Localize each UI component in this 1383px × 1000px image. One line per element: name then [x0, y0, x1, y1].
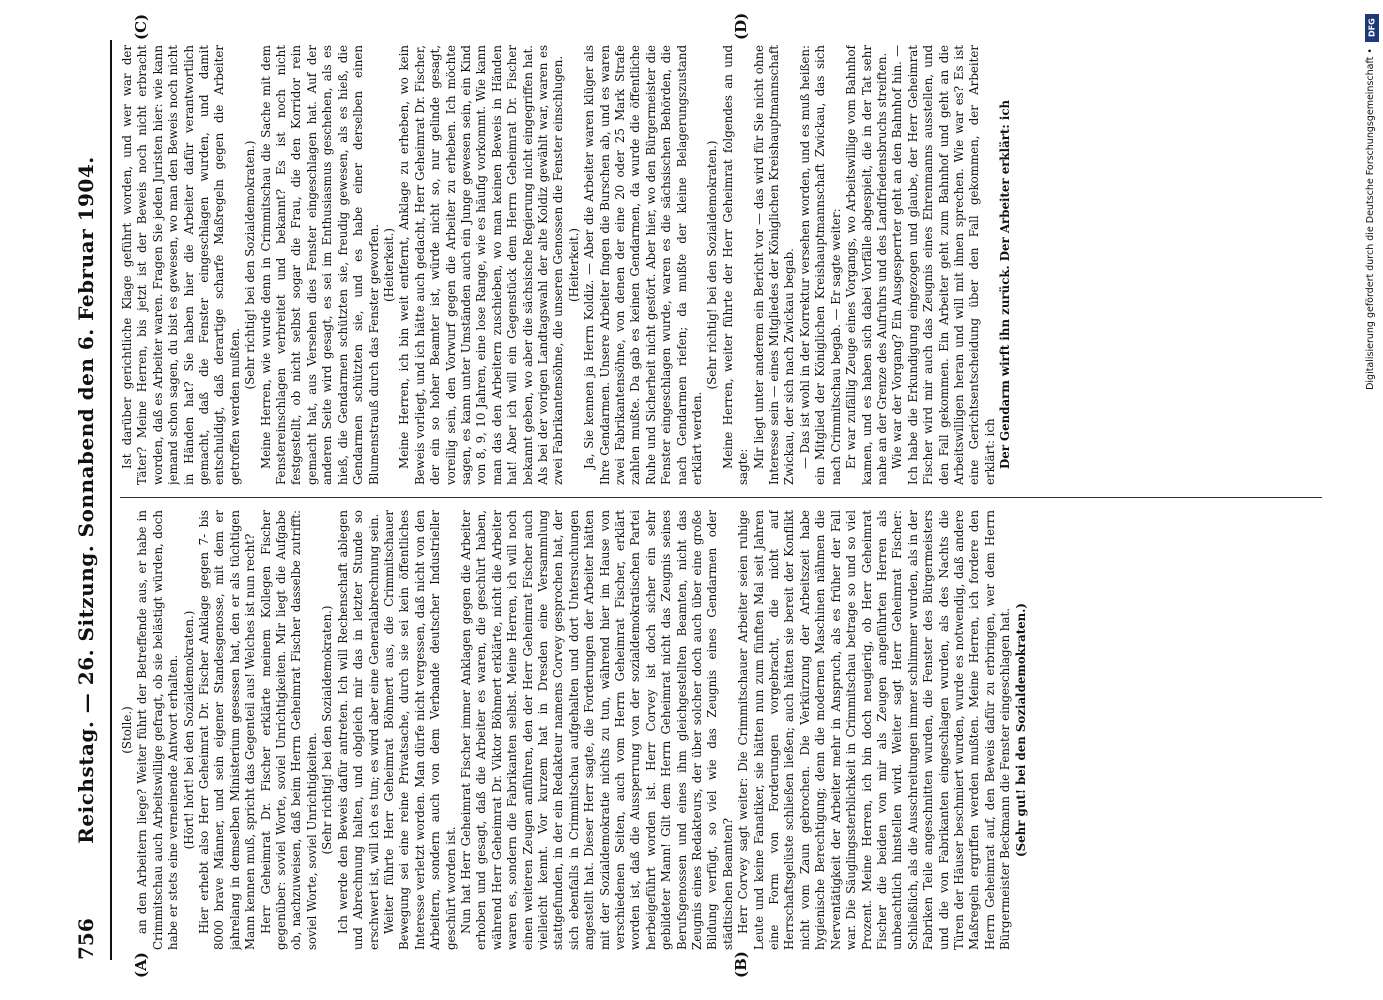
paragraph: Meine Herren, wie wurde denn in Crimmitschau die Sache mit dem Fenstereinschlagen verbreitet und bekannt? Es ist noch nicht festgestellt, ob nicht selbst sogar die Frau, die den Korridor rein gemacht hat, aus Versehen dies Fenster eingeschlagen hat. Auf der anderen Seite wird gesagt, es sei im Enthusiasmus geschehen, als es hieß, die Gendarmen schützten sie, freudig gewesen, als es hieß, die Gendarmen schützten sie, und es habe einer derselben einen Blumenstrauß durch das Fenster geworfen. [258, 45, 380, 485]
paragraph: an den Arbeitern liege? Weiter führt der Betreffende aus, er habe in Crimmitschau auch Arbeitswillige gefragt, ob sie belästigt würden, doch habe er stets eine verneinende Antwort erhalten. [134, 510, 180, 950]
paragraph: — Das ist wohl in der Korrektur versehen worden, und es muß heißen: ein Mitglied der Königlichen Kreishauptmannschaft Zwickau, das sich nach Crimmitschau begab. — Er sagte weiter: [797, 45, 843, 485]
paragraph: Meine Herren, weiter führte der Herr Geheimrat folgendes an und sagte: [720, 45, 750, 485]
interjection: (Stolle.) [119, 706, 134, 754]
margin-marker-d: (D) [731, 12, 750, 40]
document-page [42, 12, 1342, 980]
text-column-right [120, 45, 1322, 485]
margin-marker-b: (B) [731, 951, 750, 978]
dfg-credit-text: Digitalisierung gefördert durch die Deutsche Forschungsgemeinschaft • [1365, 48, 1376, 390]
dfg-sidebar [1365, 8, 1379, 998]
paragraph: Nun hat Herr Geheimrat Fischer immer Anklagen gegen die Arbeiter erhoben und gesagt, daß die Arbeiter es waren, die geschürt haben, während Herr Geheimrat Dr. Viktor Böhmert erklärte, nicht die Arbeiter waren es, sondern die Fabrikanten selbst. Meine Herren, ich will noch einen weiteren Zeugen anführen, den der Herr Geheimrat Fischer auch vielleicht kennt. Vor kurzem hat in Dresden eine Versammlung stattgefunden, in der ein Redakteur namens Corvey gesprochen hat, der sich ebenfalls in Crimmitschau aufgehalten und dort Untersuchungen angestellt hat. Dieser Herr sagte, die Forderungen der Arbeiter hätten mit der Sozialdemokratie nichts zu tun, während hier im Hause von verschiedenen Seiten, auch vom Herrn Geheimrat Fischer, erklärt worden ist, daß die Aussperrung von der sozialdemokratischen Partei herbeigeführt worden ist. Herr Corvey ist doch sicher ein sehr gebildeter Mann! Gilt dem Herrn Geheimrat nicht das Zeugnis seines Berufsgenossen und eines ihm gleichgestellten Beamten, nicht das Zeugnis eines Redakteurs, der über solcher doch auch über eine große Bildung verfügt, so viel wie das Zeugnis eines Gendarmen oder städtischen Beamten? [458, 510, 735, 950]
paragraph: Meine Herren, ich bin weit entfernt, Anklage zu erheben, wo kein Beweis vorliegt, und ich hätte auch gedacht, Herr Geheimrat Dr. Fischer, der ein so hoher Beamter ist, würde nicht so, nur gelinde gesagt, voreilig sein, den Vorwurf gegen die Arbeiter zu erheben. Ich möchte sagen, es kann unter Umständen auch ein Junge gewesen sein, ein Kind von 8, 9, 10 Jahren, eine lose Range, wie es häufig vorkommt. Wie kann man das den Arbeitern zuschieben, wo man keinen Beweis in Händen hat! Aber ich will ein Gegenstück dem Herrn Geheimrat Dr. Fischer bekannt geben, wo aber die sächsische Regierung nicht eingegriffen hat. Als bei der vorigen Landtagswahl der alte Koldiz gewählt war, waren es zwei Fabrikantensöhne, die unseren Genossen die Fenster einschlugen. [396, 45, 565, 485]
paragraph: Herr Geheimrat Dr. Fischer erklärte meinem Kollegen Fischer gegenüber: soviel Worte, soviel Unrichtigkeiten. Mir liegt die Aufgabe ob, nachzuweisen, daß beim Herrn Geheimrat Fischer dasselbe zutrifft: soviel Worte, soviel Unrichtigkeiten. [258, 510, 319, 950]
interjection: (Heiterkeit.) [381, 228, 396, 303]
page-header [70, 40, 112, 960]
page-number: 756 [73, 918, 98, 960]
text-column-left [120, 510, 1322, 950]
page-title: Reichstag. — 26. Sitzung. Sonnabend den 6. Februar 1904. [73, 156, 98, 844]
dfg-logo: DFG [1365, 14, 1379, 42]
paragraph: Ja, Sie kennen ja Herrn Koldiz. — Aber die Arbeiter waren klüger als Ihre Gendarmen. Unsere Arbeiter fingen die Burschen ab, und es waren zwei Fabrikantensöhne, von denen der eine 20 oder 25 Mark Strafe zahlen mußte. Da gab es keinen Gendarmen, da wurde die öffentliche Ruhe und Sicherheit nicht gestört. Aber hier, wo den Bürgermeister die Fenster eingeschlagen wurde, waren es die sächsischen Behörden, die nach Gendarmen riefen; da mußte der kleine Belagerungszustand erklärt werden. [581, 45, 704, 485]
interjection: (Heiterkeit.) [566, 228, 581, 303]
interjection: (Sehr richtig! bei den Sozialdemokraten.) [242, 140, 257, 390]
interjection: (Sehr richtig! bei den Sozialdemokraten.) [319, 605, 334, 855]
paragraph: Mir liegt unter anderem ein Bericht vor — das wird für Sie nicht ohne Interesse sein — eines Mitgliedes der Königlichen Kreishauptmannschaft Zwickau, der sich nach Zwickau begab. [751, 45, 796, 485]
column-divider [120, 497, 1322, 498]
paragraph: Ich werde den Beweis dafür antreten. Ich will Rechenschaft ablegen und Abrechnung halten, und obgleich mir das in letzter Stunde so erschwert ist, will ich es tun; es wird aber eine Generalabrechnung sein. [335, 510, 380, 950]
paragraph: Der Gendarm wirft ihn zurück. Der Arbeiter erklärt: ich [997, 99, 1012, 469]
paragraph: Weiter führte Herr Geheimrat Böhmert aus, die Crimmitschauer Bewegung sei eine reine Privatsache, durch sie sei kein öffentliches Interesse verletzt worden. Man dürfe nicht vergessen, daß nicht von den Arbeitern, sondern auch von dem Verbande deutscher Industrieller geschürt worden ist. [381, 510, 458, 950]
interjection: (Hört! hört! bei den Sozialdemokraten.) [181, 610, 196, 850]
paragraph: Herr Corvey sagt weiter: Die Crimmitschauer Arbeiter seien ruhige Leute und keine Fanatiker, sie hätten nun zum fünften Mal seit Jahren eine Form von Forderungen vorgebracht, die nicht auf Herrschaftsgelüste schließen ließen; auch hätten sie bereit der Konflikt nicht vom Zaun gebrochen. Die Verkürzung der Arbeitszeit habe hygienische Berechtigung; denn die modernen Maschinen nähmen die Nerventätigkeit der Arbeiter mehr in Anspruch, als es früher der Fall war. Die Säuglingssterblichkeit in Crimmitschau betrage so und so viel Prozent. Meine Herren, ich bin doch neugierig, ob Herr Geheimrat Fischer die beiden von mir als Zeugen angeführten Herren als unbeachtlich hinstellen wird. Weiter sagt Herr Geheimrat Fischer: Schließlich, als die Ausschreitungen immer schlimmer wurden, als in der Fabriken Teile angeschnitten wurden, die Fenster des Bürgermeisters und die von Fabrikanten eingeschlagen wurden, als des Nachts die Türen der Häuser beschmiert wurden, wurde es notwendig, daß andere Maßregeln ergriffen werden mußten. Meine Herren, ich fordere den Herrn Geheimrat auf, den Beweis dafür zu erbringen, wer dem Herrn Bürgermeister Beckmann die Fenster eingeschlagen hat. [735, 510, 1012, 950]
paragraph: Er war zufällig Zeuge eines Vorgangs, wo Arbeitswillige vom Bahnhof kamen, und es haben sich dabei Vorfälle abgespielt, die in der Tat sehr nahe an der Grenze des Aufruhrs und des Landfriedensbruchs streiften. [843, 45, 889, 485]
paragraph: Wie war der Vorgang? Ein Ausgesperrter geht an den Bahnhof hin. — Ich habe die Erkundigung eingezogen und glaube, der Herr Geheimrat Fischer wird mir auch das Zeugnis eines Ehrenmanns ausstellen, und den Fall gekommen. Ein Arbeiter geht zum Bahnhof und geht an die Arbeitswilligen heran und will mit ihnen sprechen. Wie war es? Es ist eine Gerichtsentscheidung über den Fall gekommen, der Arbeiter erklärt: ich [889, 45, 997, 485]
paragraph: Hier erhebt also Herr Geheimrat Dr. Fischer Anklage gegen 7- bis 8000 brave Männer, und sein eigener Standesgenosse, mit dem er jahrelang in demselben Ministerium gesessen hat, den er als tüchtigen Mann kennen muß, spricht das Gegenteil aus! Welches ist nun recht? [196, 510, 257, 950]
interjection: (Sehr gut! bei den Sozialdemokraten.) [1013, 603, 1028, 857]
interjection: (Sehr richtig! bei den Sozialdemokraten.) [704, 140, 719, 390]
margin-marker-c: (C) [131, 13, 150, 40]
paragraph: Ist darüber gerichtliche Klage geführt worden, und wer war der Täter? Meine Herren, bis jetzt ist der Beweis noch nicht erbracht worden, daß es Arbeiter waren. Fragen Sie jeden Juristen hier: wie kann jemand schon sagen, du bist es gewesen, wo man den Beweis noch nicht in Händen hat? Sie haben hier die Arbeiter dafür verantwortlich gemacht, daß die Fenster eingeschlagen wurden, und damit entschuldigt, daß derartige scharfe Maßregeln gegen die Arbeiter getroffen werden mußten. [119, 45, 242, 485]
margin-marker-a: (A) [131, 952, 150, 978]
